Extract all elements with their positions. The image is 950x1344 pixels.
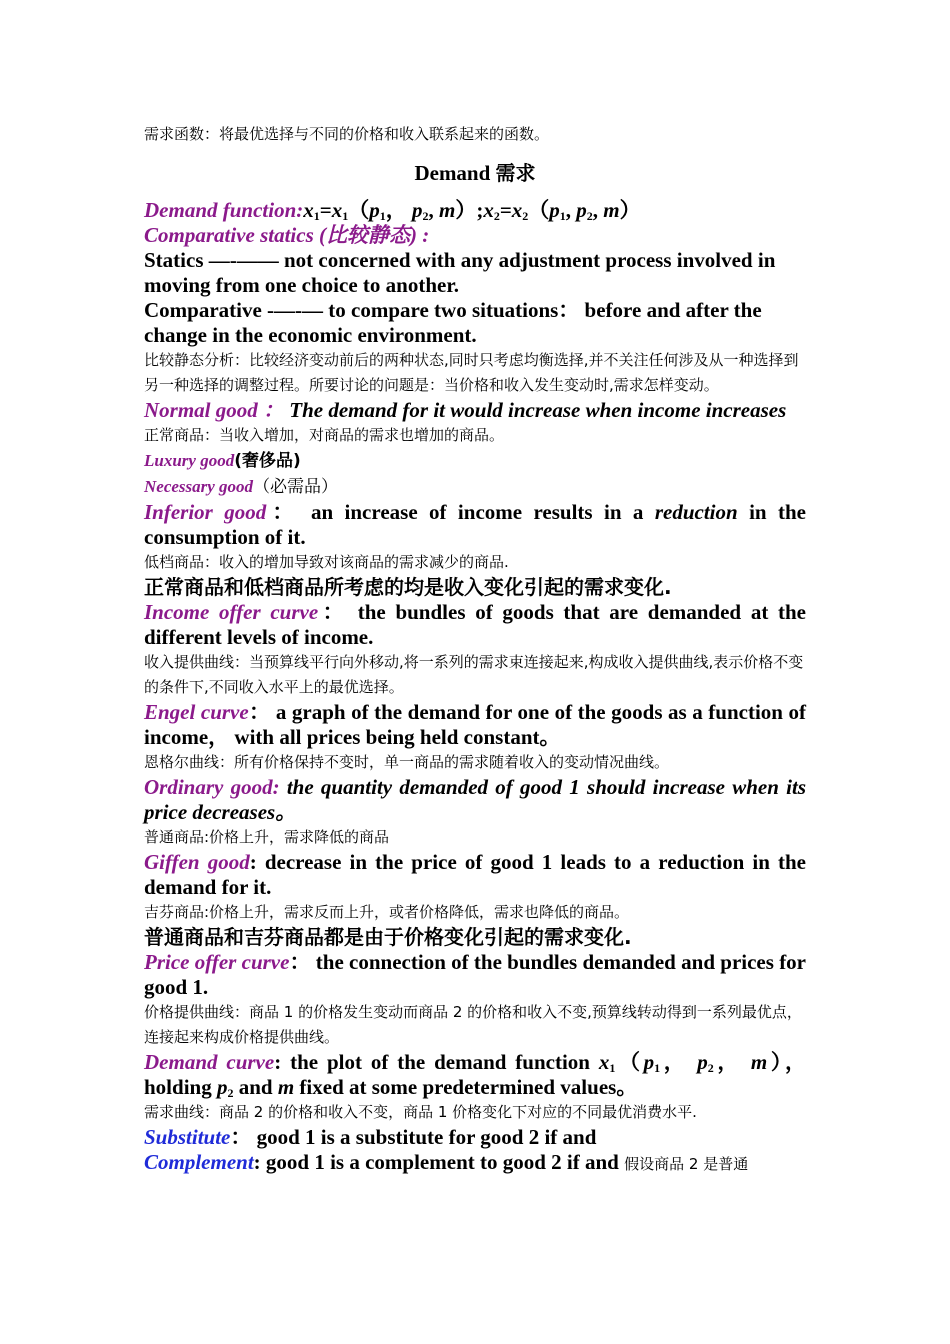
price-offer-curve-cn: 价格提供曲线：商品 1 的价格发生变动而商品 2 的价格和收入不变,预算线转动得到一系列最优点，连接起来构成价格提供曲线。: [144, 1003, 802, 1046]
sep: ，: [660, 1050, 698, 1074]
var-x2: x: [483, 198, 494, 222]
sub: 2: [586, 209, 593, 223]
luxury-good-line: [144, 448, 806, 474]
demand-curve-text-c: and: [233, 1075, 278, 1099]
income-offer-curve-text: ： the bundles of goods that are demanded at the different levels of income.: [144, 600, 806, 649]
sub: 1: [559, 209, 566, 223]
var-x2b: x: [511, 198, 523, 222]
sub: 1: [609, 1061, 616, 1075]
summary-price-cn: 普通商品和吉芬商品都是由于价格变化引起的需求变化.: [144, 925, 632, 949]
necessary-good-label: Necessary good: [144, 477, 254, 496]
inferior-good-cn: 低档商品：收入的增加导致对该商品的需求减少的商品.: [144, 553, 509, 571]
complement-cn: 假设商品 2 是普通: [624, 1155, 749, 1173]
var-m: m: [750, 1050, 768, 1074]
sep: ，: [713, 1050, 751, 1074]
sub: 1: [379, 209, 386, 223]
title-en: Demand: [414, 161, 491, 185]
equals: =: [499, 198, 512, 222]
inferior-good-definition: [144, 500, 806, 550]
sub: 2: [522, 209, 529, 223]
var-x1: x: [303, 198, 314, 222]
sub: 1: [313, 209, 320, 223]
demand-curve-text-b: holding: [144, 1075, 217, 1099]
intro-text: 需求函数：将最优选择与不同的价格和收入联系起来的函数。: [144, 125, 550, 143]
demand-curve-text-d: fixed at some predetermined values。: [294, 1075, 638, 1099]
giffen-good-definition: [144, 850, 806, 900]
normal-good-text: The demand for it would increase when income increases: [284, 398, 787, 422]
normal-good-label: Normal good ：: [144, 398, 285, 422]
substitute-label: Substitute: [144, 1125, 231, 1149]
demand-curve-cn: 需求曲线：商品 2 的价格和收入不变，商品 1 价格变化下对应的不同最优消费水平.: [144, 1103, 697, 1121]
demand-function-line: [144, 198, 806, 223]
income-offer-curve-cn: 收入提供曲线：当预算线平行向外移动,将一系列的需求束连接起来,构成收入提供曲线,表示价格不变的条件下,不同收入水平上的最优选择。: [144, 653, 804, 696]
equals: =: [319, 198, 332, 222]
colon: ：: [266, 500, 300, 524]
demand-curve-text-a: : the plot of the demand function: [274, 1050, 599, 1074]
substitute-definition: [144, 1125, 806, 1150]
sep: ,: [428, 198, 439, 222]
paren: ），: [767, 1050, 807, 1074]
price-offer-curve-definition: [144, 950, 806, 1000]
engel-curve-text: ： a graph of the demand for one of the goods as a function of income， with all prices being held constant。: [144, 700, 806, 749]
normal-good-cn: 正常商品：当收入增加，对商品的需求也增加的商品。: [144, 426, 505, 444]
giffen-good-label: Giffen good: [144, 850, 250, 874]
paren: （: [615, 1050, 644, 1074]
var-m: m: [603, 198, 620, 222]
sub: 2: [707, 1061, 714, 1075]
sub: 2: [422, 209, 429, 223]
normal-good-definition: [144, 398, 806, 423]
engel-curve-definition: [144, 700, 806, 750]
substitute-text: ： good 1 is a substitute for good 2 if and: [230, 1125, 597, 1149]
inferior-good-emphasis: reduction: [654, 500, 738, 524]
ordinary-good-definition: [144, 775, 806, 825]
paren: ）: [619, 198, 641, 222]
paren: （: [348, 198, 370, 222]
sep: ,: [592, 198, 604, 222]
var-m: m: [277, 1075, 295, 1099]
inferior-good-label: Inferior good: [144, 500, 267, 524]
engel-curve-cn: 恩格尔曲线：所有价格保持不变时，单一商品的需求随着收入的变动情况曲线。: [144, 753, 670, 771]
var-p2: p: [411, 198, 423, 222]
comparative-statics-cn: 比较静态分析：比较经济变动前后的两种状态,同时只考虑均衡选择,并不关注任何涉及从一种选择到另一种选择的调整过程。所要讨论的问题是：当价格和收入发生变动时,需求怎样变动。: [144, 351, 799, 394]
income-offer-curve-label: Income offer curve: [144, 600, 319, 624]
var-x: x: [598, 1050, 610, 1074]
necessary-good-line: [144, 474, 806, 500]
var-x1b: x: [331, 198, 343, 222]
complement-text: : good 1 is a complement to good 2 if and: [253, 1150, 625, 1174]
ordinary-good-label: Ordinary good:: [144, 775, 280, 799]
sep: ，: [385, 198, 407, 222]
title-cn: 需求: [495, 161, 536, 185]
document-page: [144, 122, 806, 1177]
summary-income-cn: 正常商品和低档商品所考虑的均是收入变化引起的需求变化.: [144, 575, 672, 599]
var-p2: p: [216, 1075, 228, 1099]
var-p1: p: [549, 198, 560, 222]
complement-label: Complement: [144, 1150, 254, 1174]
luxury-good-label: Luxury good: [144, 451, 235, 470]
luxury-good-cn: (奢侈品): [234, 451, 301, 471]
sub: 2: [493, 209, 500, 223]
necessary-good-cn: （必需品）: [253, 477, 339, 497]
paren: （: [528, 198, 550, 222]
income-offer-curve-definition: [144, 600, 806, 650]
var-p1: p: [369, 198, 380, 222]
price-offer-curve-text: ： the connection of the bundles demanded and prices for good 1.: [144, 950, 807, 999]
statics-definition: Statics —-—— not concerned with any adjustment process involved in moving from one choice to another.: [144, 248, 776, 297]
demand-curve-definition: [144, 1050, 806, 1100]
var-p2: p: [576, 198, 587, 222]
semicolon: ;: [476, 198, 484, 222]
comparative-definition: Comparative -—-— to compare two situations： before and after the change in the economic environment.: [144, 298, 762, 347]
comparative-statics-label: Comparative statics (比较静态) :: [144, 223, 430, 247]
inferior-good-text-b: in the consumption of it.: [144, 500, 806, 549]
engel-curve-label: Engel curve: [144, 700, 249, 724]
paren: ）: [455, 198, 477, 222]
ordinary-good-text: the quantity demanded of good 1 should increase when its price decreases。: [144, 775, 806, 824]
ordinary-good-cn: 普通商品:价格上升，需求降低的商品: [144, 828, 390, 846]
price-offer-curve-label: Price offer curve: [144, 950, 290, 974]
demand-curve-label: Demand curve: [144, 1050, 275, 1074]
section-title: [144, 161, 806, 186]
giffen-good-cn: 吉芬商品:价格上升，需求反而上升，或者价格降低，需求也降低的商品。: [144, 903, 630, 921]
var-p2: p: [697, 1050, 708, 1074]
sub: 1: [342, 209, 349, 223]
inferior-good-text-a: an increase of income results in a: [299, 500, 655, 524]
complement-definition: [144, 1150, 806, 1177]
sub: 1: [654, 1061, 661, 1075]
sep: ,: [565, 198, 577, 222]
var-p1: p: [643, 1050, 655, 1074]
giffen-good-text: : decrease in the price of good 1 leads to a reduction in the demand for it.: [144, 850, 806, 899]
sub: 2: [227, 1086, 234, 1100]
var-m: m: [438, 198, 456, 222]
demand-function-label: Demand function:: [144, 198, 304, 222]
